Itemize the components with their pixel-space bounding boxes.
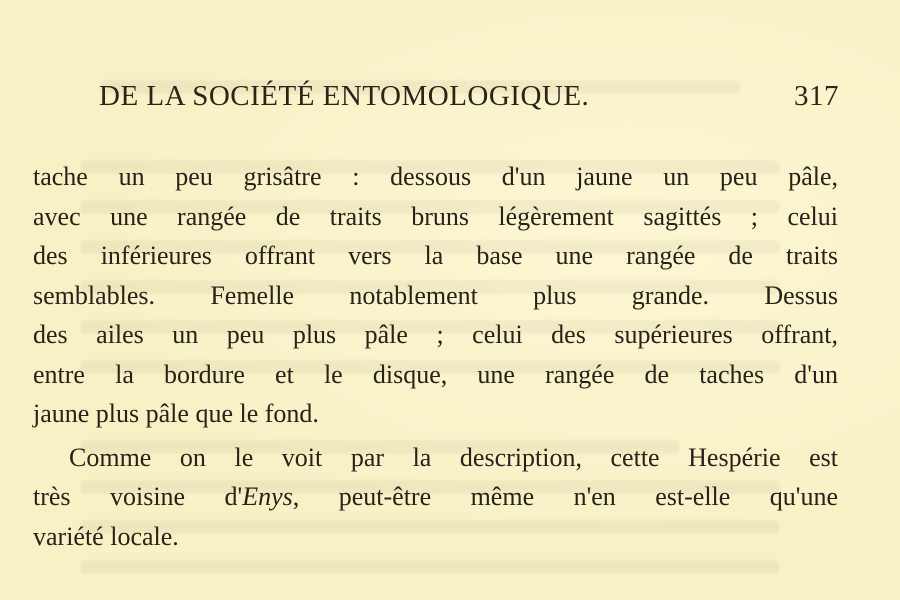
text-line: entre la bordure et le disque, une rangée de taches d'un <box>33 359 838 389</box>
text-line: des inférieures offrant vers la base une rangée de traits <box>33 241 838 270</box>
page-number: 317 <box>794 80 839 112</box>
text-run: très voisine d' <box>33 482 243 511</box>
text-line <box>33 477 838 517</box>
paragraph-1 <box>33 157 838 434</box>
text-line: tache un peu grisâtre : dessous d'un jaune un peu pâle, <box>33 162 838 191</box>
text-line: des ailes un peu plus pâle ; celui des supérieures offrant, <box>33 320 838 349</box>
text-line: variété locale. <box>33 521 179 551</box>
text-line: Comme on le voit par la description, cette Hespérie est <box>69 442 838 472</box>
text-line: semblables. Femelle notablement plus grande. Dessus <box>33 280 838 310</box>
body-text <box>33 157 838 556</box>
text-line: jaune plus pâle que le fond. <box>33 399 319 428</box>
text-line: avec une rangée de traits bruns légèrement sagittés ; celui <box>33 201 838 231</box>
paragraph-2 <box>33 438 838 557</box>
species-name: Enys <box>242 482 293 511</box>
running-head <box>99 80 839 120</box>
running-head-title: DE LA SOCIÉTÉ ENTOMOLOGIQUE. <box>99 80 590 112</box>
text-run: , peut-être même n'en est-elle qu'une <box>292 482 838 511</box>
